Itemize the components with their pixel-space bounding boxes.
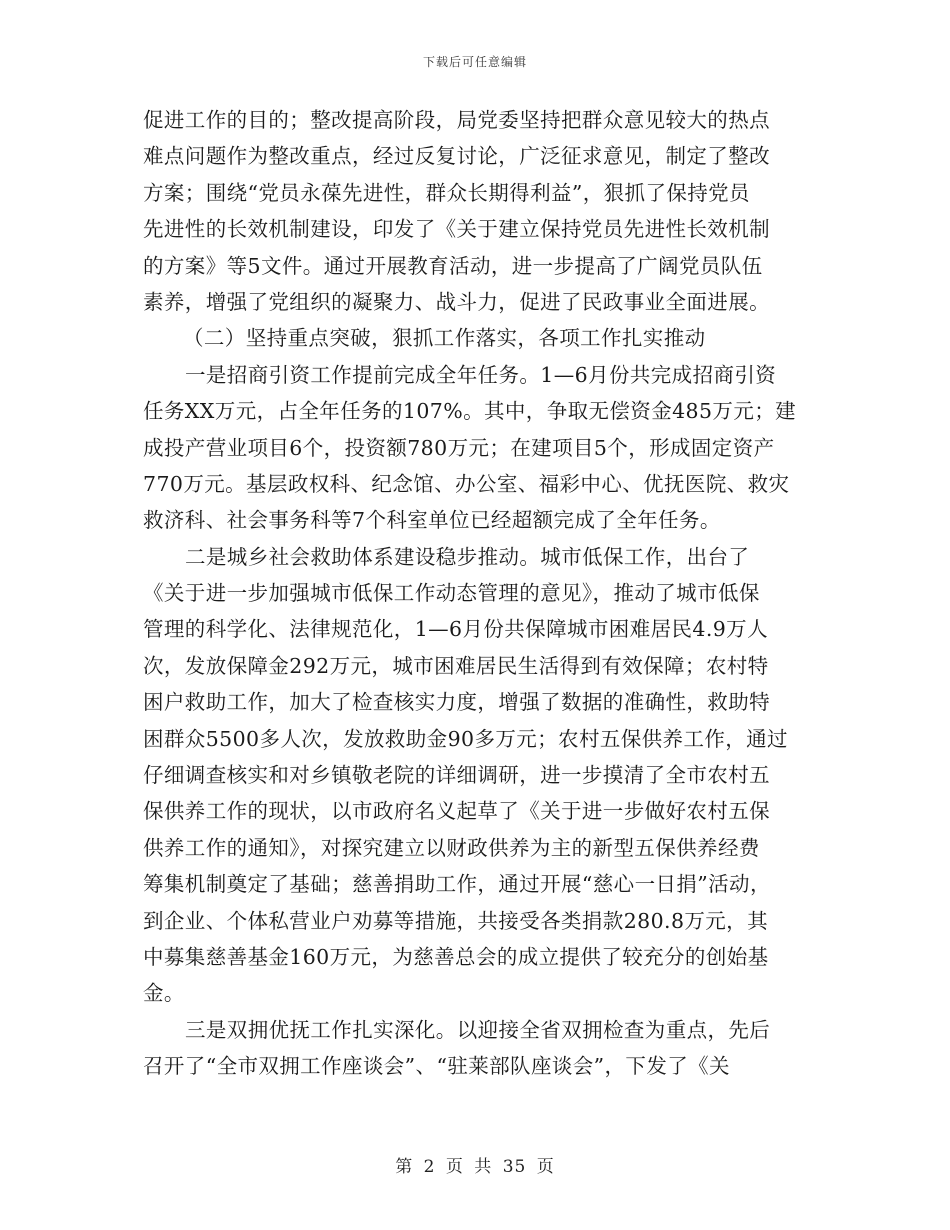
text-line: 成投产营业项目6个，投资额780万元；在建项目5个，形成固定资产 xyxy=(143,435,775,460)
text-line: 任务XX万元，占全年任务的107%。其中，争取无偿资金485万元；建 xyxy=(143,399,797,424)
text-line: 促进工作的目的；整改提高阶段，局党委坚持把群众意见较大的热点 xyxy=(143,108,770,132)
text-line: 中募集慈善基金160万元，为慈善总会的成立提供了较充分的创始基 xyxy=(143,944,769,969)
paragraph-first-line: 三是双拥优抚工作扎实深化。以迎接全省双拥检查为重点，先后 xyxy=(185,1017,771,1042)
text-line: 供养工作的通知》，对探究建立以财政供养为主的新型五保供养经费 xyxy=(143,835,760,860)
text-line: 筹集机制奠定了基础；慈善捐助工作，通过开展“慈心一日捐”活动， xyxy=(143,872,771,897)
text-line: 方案；围绕“党员永葆先进性，群众长期得利益”，狠抓了保持党员 xyxy=(143,180,750,205)
text-line: 素养，增强了党组织的凝聚力、战斗力，促进了民政事业全面进展。 xyxy=(143,289,770,314)
document-body xyxy=(143,102,808,1085)
text-line: 到企业、个体私营业户劝募等措施，共接受各类捐款280.8万元，其 xyxy=(143,908,768,933)
text-line: 《关于进一步加强城市低保工作动态管理的意见》，推动了城市低保 xyxy=(143,581,760,606)
paragraph-first-line: 二是城乡社会救助体系建设稳步推动。城市低保工作，出台了 xyxy=(185,544,750,569)
paragraph-first-line: 一是招商引资工作提前完成全年任务。1—6月份共完成招商引资 xyxy=(185,362,777,387)
text-line: 困户救助工作，加大了检查核实力度，增强了数据的准确性，救助特 xyxy=(143,690,770,715)
text-line: 770万元。基层政权科、纪念馆、办公室、福彩中心、优抚医院、救灾 xyxy=(143,471,790,496)
text-line: 难点问题作为整改重点，经过反复讨论，广泛征求意见，制定了整改 xyxy=(143,144,770,169)
section-heading: （二）坚持重点突破，狠抓工作落实，各项工作扎实推动 xyxy=(183,326,706,351)
text-line: 救济科、社会事务科等7个科室单位已经超额完成了全年任务。 xyxy=(143,508,721,533)
page-header: 下载后可任意编辑 xyxy=(422,55,527,69)
text-line: 金。 xyxy=(143,981,185,1006)
page-number: 第 2 页 共 35 页 xyxy=(395,1157,555,1177)
text-line: 仔细调查核实和对乡镇敬老院的详细调研，进一步摸清了全市农村五 xyxy=(143,763,770,788)
text-line: 的方案》等5文件。通过开展教育活动，进一步提高了广阔党员队伍 xyxy=(143,253,763,278)
text-line: 次，发放保障金292万元，城市困难居民生活得到有效保障；农村特 xyxy=(143,653,769,678)
text-line: 先进性的长效机制建设，印发了《关于建立保持党员先进性长效机制 xyxy=(143,217,770,242)
text-line: 管理的科学化、法律规范化，1—6月份共保障城市困难居民4.9万人 xyxy=(143,617,768,642)
text-line: 困群众5500多人次，发放救助金90多万元；农村五保供养工作，通过 xyxy=(143,726,788,751)
text-line: 召开了“全市双拥工作座谈会”、“驻莱部队座谈会”，下发了《关 xyxy=(143,1054,730,1079)
text-line: 保供养工作的现状，以市政府名义起草了《关于进一步做好农村五保 xyxy=(143,799,770,824)
